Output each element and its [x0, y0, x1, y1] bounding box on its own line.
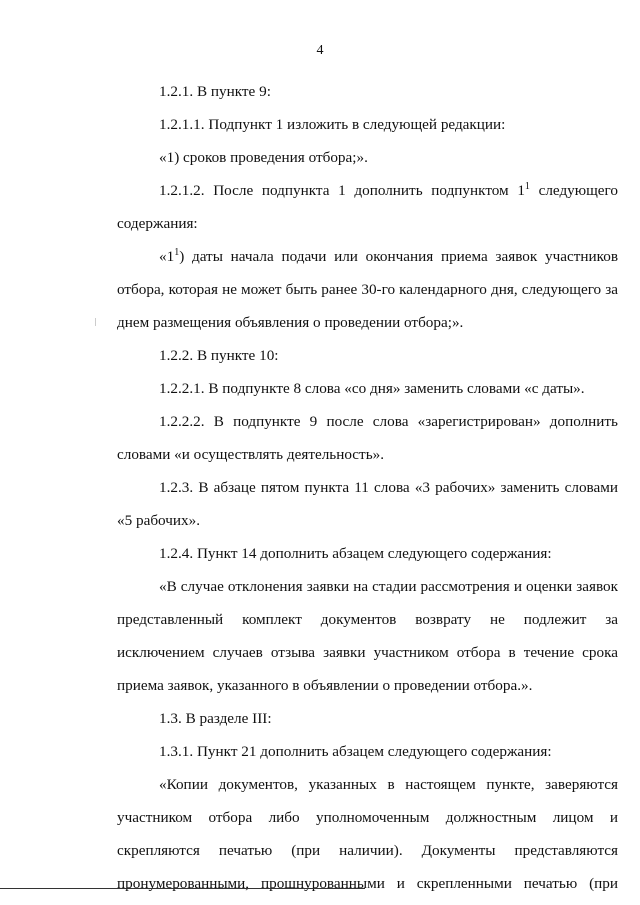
- paragraph-quote-srokov: «1) сроков проведения отбора;».: [159, 149, 368, 166]
- paragraph-quote-otkloneniya: «В случае отклонения заявки на стадии рассмотрения и оценки заявок представленный комплект документов возврату не подлежит за исключением случаев отзыва заявки участником отбора в течение срока приема заявок, указанного в объявлении о проведении отбора.».: [117, 578, 618, 694]
- paragraph-1-3-1: 1.3.1. Пункт 21 дополнить абзацем следующего содержания:: [159, 743, 552, 760]
- paragraph-1-2-1-1: 1.2.1.1. Подпункт 1 изложить в следующей редакции:: [159, 116, 506, 133]
- paragraph-1-3: 1.3. В разделе III:: [159, 710, 272, 727]
- paragraph-quote-daty-post: ) даты начала подачи или окончания приема заявок участников отбора, которая не может быть ранее 30-го календарного дня, следующего за днем размещения объявления о проведении отбора;».: [117, 248, 618, 331]
- superscript-1: 1: [174, 246, 180, 258]
- footer-rule: [0, 888, 365, 889]
- paragraph-quote-daty-pre: «1: [159, 248, 175, 265]
- paragraph-1-2-2: 1.2.2. В пункте 10:: [159, 347, 279, 364]
- page-number: 4: [316, 43, 324, 58]
- paragraph-1-2-1-2: [117, 174, 618, 240]
- paragraph-quote-daty: [117, 240, 618, 339]
- paragraph-1-2-4: 1.2.4. Пункт 14 дополнить абзацем следующего содержания:: [159, 545, 552, 562]
- paragraph-1-2-2-2: 1.2.2.2. В подпункте 9 после слова «зарегистрирован» дополнить словами «и осуществлять деятельность».: [117, 413, 618, 463]
- paragraph-1-2-1: 1.2.1. В пункте 9:: [159, 83, 271, 100]
- paragraph-1-2-1-2-post: следующего содержания:: [117, 182, 618, 232]
- scan-artifact: [95, 318, 96, 326]
- superscript-1: 1: [524, 180, 530, 192]
- paragraph-1-2-3: 1.2.3. В абзаце пятом пункта 11 слова «3 рабочих» заменить словами «5 рабочих».: [117, 479, 618, 529]
- paragraph-1-2-2-1: 1.2.2.1. В подпункте 8 слова «со дня» заменить словами «с даты».: [159, 380, 585, 397]
- document-body: [117, 75, 618, 900]
- paragraph-1-2-1-2-pre: 1.2.1.2. После подпункта 1 дополнить подпунктом 1: [159, 182, 525, 199]
- paragraph-quote-kopii: «Копии документов, указанных в настоящем пункте, заверяются участником отбора либо уполномоченным должностным лицом и скрепляются печатью (при наличии). Документы представляются пронумерованными, прошнурованными и скрепленными печатью (при: [117, 776, 618, 892]
